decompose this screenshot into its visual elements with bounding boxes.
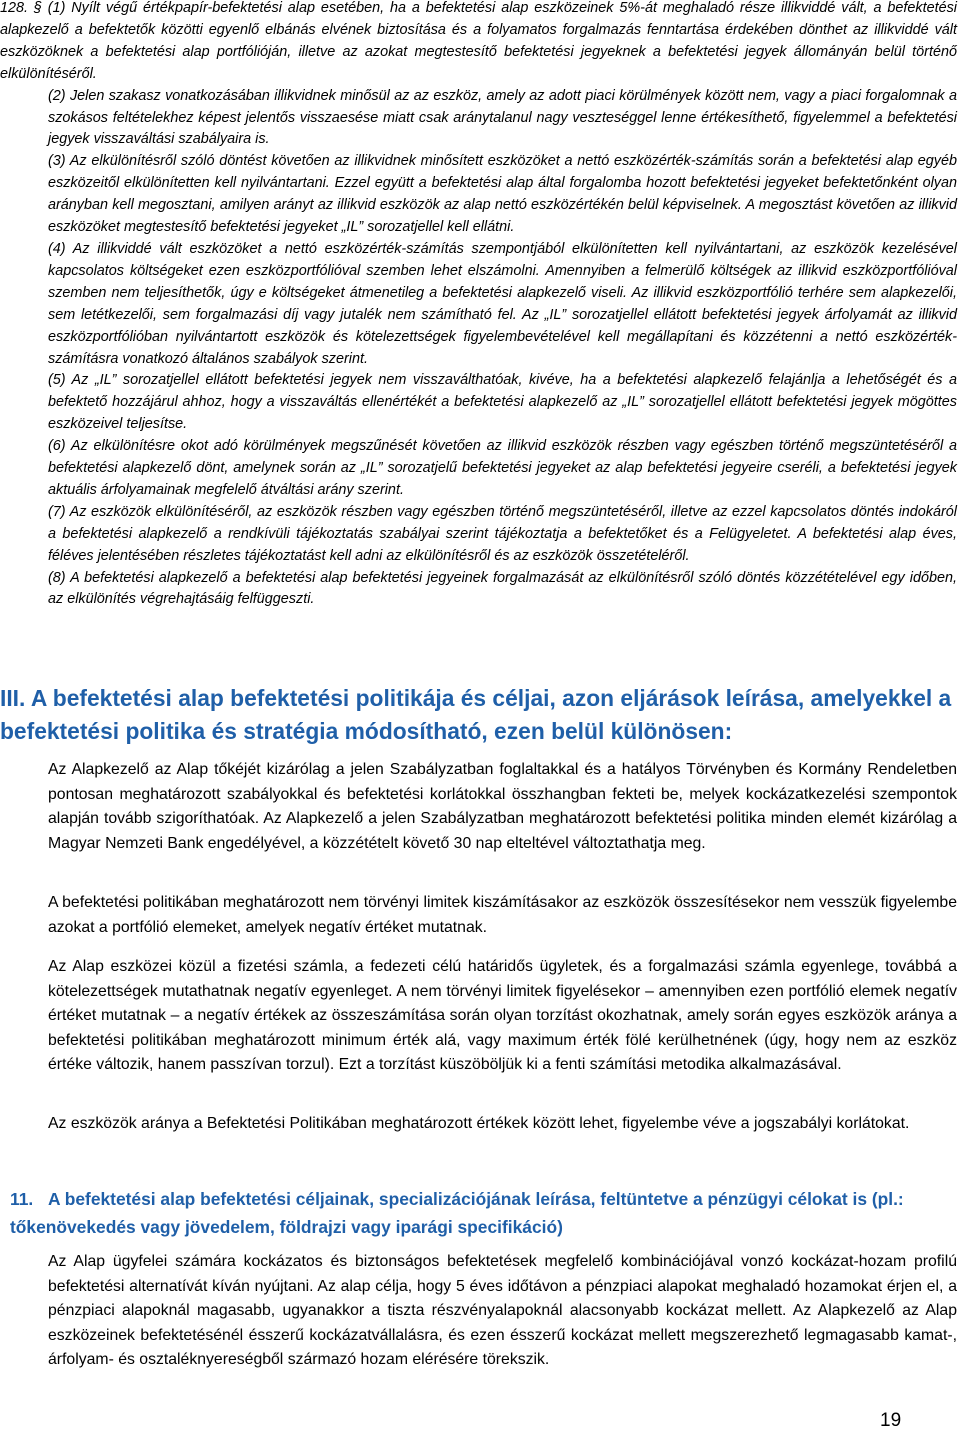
section-11-title: A befektetési alap befektetési céljainak, specializációjának leírása, feltüntetve a pénzügyi célokat is (pl.: tőkenövekedés vagy jövedelem, földrajzi vagy iparági specifikáció) bbox=[10, 1189, 904, 1237]
section-iii-heading: III. A befektetési alap befektetési politikája és céljai, azon eljárások leírása, amelyekkel a befektetési politika és stratégia módosítható, ezen belül különösen: bbox=[0, 685, 952, 744]
paragraph-128-3: (3) Az elkülönítésről szóló döntést követően az illikvidnek minősített eszközöket a nettó eszközérték-számítás során a befektetési alap egyéb eszközeitől elkülönítetten kell nyilvántartani. Ezzel együtt a befektetési alap által forgalomba hozott befektetési jegyeket befektetőnként olyan arányban kell megosztani, amilyen arányt az illikvid eszközök az alap nettó eszközértékén belül képviselnek. A megosztást követően az illikvid eszközöket megtestesítő befektetési jegyeket „IL” sorozatjellel kell ellátni. bbox=[48, 153, 957, 236]
paragraph-128-1: 128. § (1) Nyílt végű értékpapír-befektetési alap esetében, ha a befektetési alap eszközeinek 5%-át meghaladó része illikviddé vált, a befektetési alapkezelő a befektetők közötti egyenlő elbánás elvének biztosítása és a folyamatos forgalmazás fenntartása érdekében dönthet az illikviddé vált eszközöknek a befektetési alap portfólióján, illetve az azokat megtestesítő befektetési jegyeknek a befektetési jegyek állományán belül történő elkülönítéséről. bbox=[0, 0, 957, 82]
section-iii-paragraph-2: A befektetési politikában meghatározott nem törvényi limitek kiszámításakor az eszközök összesítésekor nem vesszük figyelembe azokat a portfólió elemeket, amelyek negatív értéket mutatnak. bbox=[48, 894, 957, 936]
section-iii-paragraph-3: Az Alap eszközei közül a fizetési számla, a fedezeti célú határidős ügyletek, és a forgalmazási számla egyenlege, továbbá a kötelezettségek mutathatnak negatív egyenleget. A nem törvényi limitek figyelésekor – amennyiben ezen portfólió elemek negatív értéket mutatnak – a negatív értékek az összeszámítása során olyan torzítást okozhatnak, amely során egyes eszközök aránya a befektetési politikában meghatározott minimum érték alá, vagy maximum érték fölé kerülhetnének (úgy, hogy nem az eszköz értéke változik, hanem passzívan torzul). Ezt a torzítást küszöböljük ki a fenti számítási metodika alkalmazásával. bbox=[48, 958, 957, 1074]
paragraph-128-2: (2) Jelen szakasz vonatkozásában illikvidnek minősül az az eszköz, amely az adott piaci körülmények között nem, vagy a piaci forgalomnak a szokásos feltételekhez képest jelentős visszaesése miatt csak aránytalanul nagy veszteséggel lenne értékesíthető, figyelemmel a befektetési jegyek visszaváltási szabályaira is. bbox=[48, 87, 957, 148]
section-iii-paragraph-4: Az eszközök aránya a Befektetési Politikában meghatározott értékek között lehet, figyelembe véve a jogszabályi korlátokat. bbox=[48, 1115, 910, 1132]
section-11-heading bbox=[10, 1186, 957, 1241]
section-11-number: 11. bbox=[10, 1189, 34, 1209]
paragraph-128-4: (4) Az illikviddé vált eszközöket a nettó eszközérték-számítás szempontjából elkülönítetten kell nyilvántartani, az eszközök kezelésével kapcsolatos költségeket ezen eszközportfólióval szemben lehet elszámolni. Amennyiben a felmerülő költségek az illikvid eszközportfólióval szemben nem teljesíthetők, úgy e költségeket átmenetileg a befektetési alapkezelő viseli. Az illikvid eszközportfólió terhére sem alapkezelői, sem letétkezelői, sem forgalmazási díj vagy jutalék nem számítható fel. Az „IL” sorozatjellel ellátott befektetési jegyek árfolyamát az illikvid eszközportfólióban nyilvántartott eszközök és kötelezettségek figyelembevételével kell megállapítani és közzétenni a nettó eszközérték-számításra vonatkozó általános szabályok szerint. bbox=[48, 240, 957, 367]
section-iii-paragraph-1: Az Alapkezelő az Alap tőkéjét kizárólag a jelen Szabályzatban foglaltakkal és a hatályos Törvényben és Kormány Rendeletben pontosan meghatározott szabályokkal és befektetési korlátokkal összhangban fekteti be, melyek kockázatkezelési szempontok alapján tovább szigoríthatóak. Az Alapkezelő a jelen Szabályzatban meghatározott befektetési politika minden elemét kizárólag a Magyar Nemzeti Bank engedélyével, a közzétételt követő 30 nap elteltével változtathatja meg. bbox=[48, 761, 957, 852]
paragraph-128-8: (8) A befektetési alapkezelő a befektetési alap befektetési jegyeinek forgalmazását az elkülönítésről szóló döntés közzétételével egy időben, az elkülönítés végrehajtásáig felfüggeszti. bbox=[48, 569, 957, 608]
italic-legal-section bbox=[0, 0, 957, 611]
section-11-paragraph-1: Az Alap ügyfelei számára kockázatos és biztonságos befektetések megfelelő kombinációjával vonzó kockázat-hozam profilú befektetési alternatívát kíván nyújtani. Az alap célja, hogy 5 éves időtávon a pénzpiaci alapokat meghaladó hozamokat érjen el, a pénzpiaci alapoknál magasabb, ugyanakkor a tiszta részvényalapoknál alacsonyabb kockázat mellett. Az Alapkezelő az Alap eszközeinek befektetésénél ésszerű kockázatvállalásra, és ezen ésszerű kockázat mellett megszerezhető legmagasabb kamat-, árfolyam- és osztaléknyereségből származó hozam elérésére törekszik. bbox=[48, 1253, 957, 1369]
paragraph-128-7: (7) Az eszközök elkülönítéséről, az eszközök részben vagy egészben történő megszüntetéséről, illetve az ezzel kapcsolatos döntés indokáról a befektetési alapkezelő a rendkívüli tájékoztatás szabályai szerint tájékoztatja a befektetőket és a Felügyeletet. A befektetési alap éves, féléves jelentésében részletes tájékoztatást kell adni az elkülönítésről és az eszközök összetételéről. bbox=[48, 503, 957, 564]
page-number: 19 bbox=[880, 1410, 902, 1431]
paragraph-128-6: (6) Az elkülönítésre okot adó körülmények megszűnését követően az illikvid eszközök részben vagy egészben történő megszüntetéséről a befektetési alapkezelő dönt, amelynek során az „IL” sorozatjelű befektetési jegyeket az alap befektetési jegyeire cseréli, a befektetési jegyek aktuális árfolyamainak megfelelő átváltási arány szerint. bbox=[48, 438, 957, 498]
paragraph-128-5: (5) Az „IL” sorozatjellel ellátott befektetési jegyek nem visszaválthatóak, kivéve, ha a befektetési alapkezelő felajánlja a lehetőségét és a befektető hozzájárul ahhoz, hogy a visszaváltás ellenértékét a befektetési alapkezelő az „IL” sorozatjellel ellátott befektetési jegyek mögöttes eszközeivel teljesítse. bbox=[48, 372, 957, 433]
